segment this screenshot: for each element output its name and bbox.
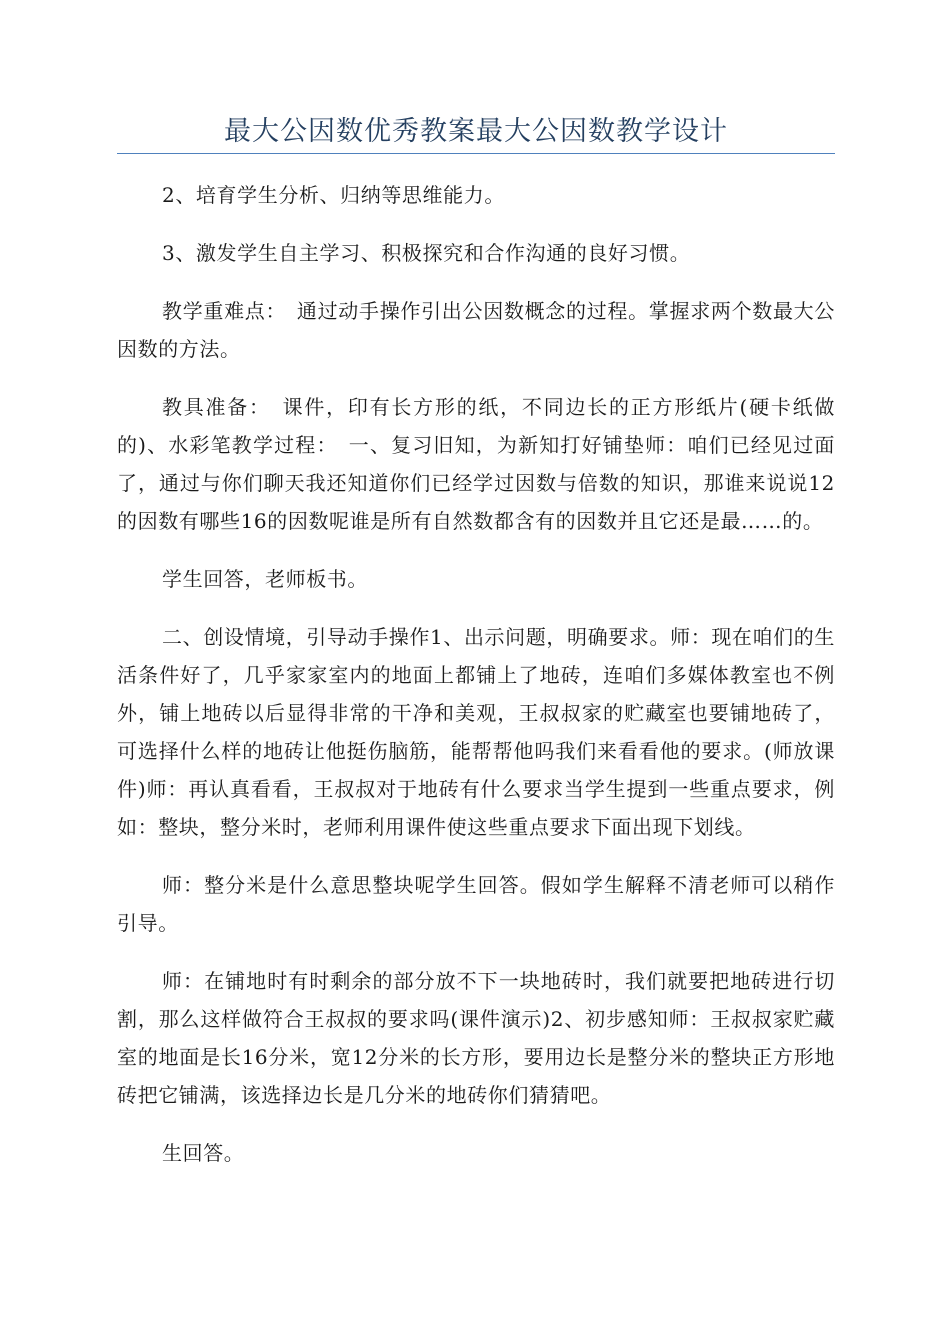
paragraph-goal-2: 2、培育学生分析、归纳等思维能力。 bbox=[162, 183, 505, 207]
document-body bbox=[117, 176, 835, 1192]
paragraph-scenario: 二、创设情境，引导动手操作1、出示问题，明确要求。师：现在咱们的生活条件好了，几乎家家室内的地面上都铺上了地砖，连咱们多媒体教室也不例外，铺上地砖以后显得非常的干净和美观，王叔叔家的贮藏室也要铺地砖了，可选择什么样的地砖让他挺伤脑筋，能帮帮他吗我们来看看他的要求。(师放课件)师：再认真看看，王叔叔对于地砖有什么要求当学生提到一些重点要求，例如：整块，整分米时，老师利用课件使这些重点要求下面出现下划线。 bbox=[117, 625, 835, 839]
paragraph-materials-and-review: 教具准备： 课件，印有长方形的纸，不同边长的正方形纸片(硬卡纸做的)、水彩笔教学过程： 一、复习旧知，为新知打好铺垫师：咱们已经见过面了，通过与你们聊天我还知道你们已经学过因数与倍数的知识，那谁来说说12的因数有哪些16的因数呢谁是所有自然数都含有的因数并且它还是最……的。 bbox=[117, 395, 835, 533]
paragraph-goal-3: 3、激发学生自主学习、积极探究和合作沟通的良好习惯。 bbox=[162, 241, 691, 265]
paragraph-student-reply: 生回答。 bbox=[162, 1141, 245, 1165]
paragraph-key-points: 教学重难点： 通过动手操作引出公因数概念的过程。掌握求两个数最大公因数的方法。 bbox=[117, 299, 835, 361]
page-title: 最大公因数优秀教案最大公因数教学设计 bbox=[224, 116, 728, 147]
paragraph-tiling-task: 师：在铺地时有时剩余的部分放不下一块地砖时，我们就要把地砖进行切割，那么这样做符合王叔叔的要求吗(课件演示)2、初步感知师：王叔叔家贮藏室的地面是长16分米，宽12分米的长方形，要用边长是整分米的整块正方形地砖把它铺满，该选择边长是几分米的地砖你们猜猜吧。 bbox=[117, 969, 835, 1107]
title-underline bbox=[117, 153, 835, 154]
paragraph-student-answer: 学生回答，老师板书。 bbox=[162, 567, 368, 591]
paragraph-teacher-question: 师：整分米是什么意思整块呢学生回答。假如学生解释不清老师可以稍作引导。 bbox=[117, 873, 835, 935]
